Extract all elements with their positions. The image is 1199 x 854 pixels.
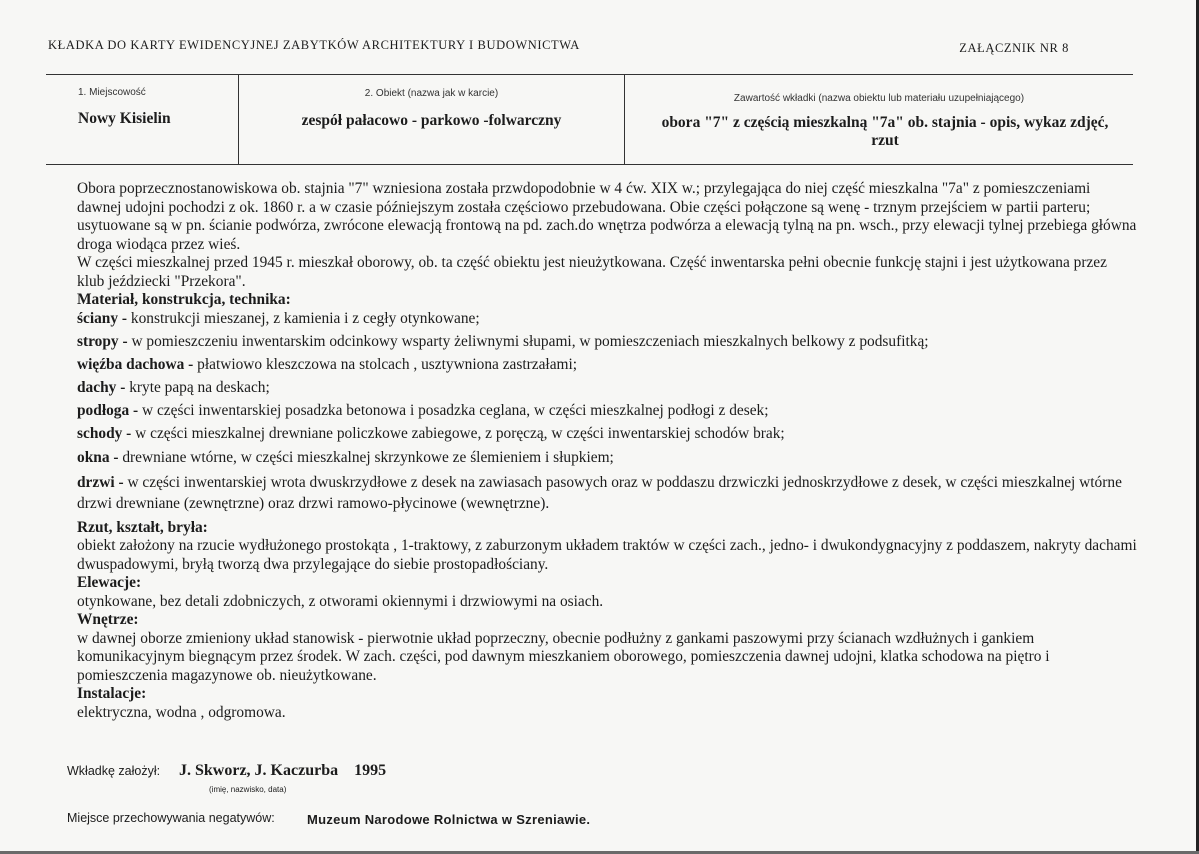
material-item-ceilings [77, 333, 1137, 352]
content-label: Zawartość wkładki (nazwa obiektu lub materiału uzupełniającego) [733, 93, 1025, 104]
content-value: obora "7" z częścią mieszkalną "7a" ob. stajnia - opis, wykaz zdjęć, rzut [661, 114, 1109, 149]
material-item-windows [77, 449, 1137, 468]
object-cell [239, 75, 625, 164]
storage-value: Muzeum Narodowe Rolnictwa w Szreniawie. [307, 812, 591, 827]
material-term: okna - [77, 448, 119, 466]
content-cell [625, 75, 1133, 164]
material-item-roofs [77, 379, 1137, 398]
plan-paragraph: obiekt założony na rzucie wydłużonego prostokąta , 1-traktowy, z zaburzonym układem traktów w części zach., jedno- i dwukondygnacyjny z poddaszem, nakryty dachami dwuspadowymi, bryłą tworzą dwa przylegające do siebie prostopadłościany. [77, 537, 1137, 573]
facade-paragraph: otynkowane, bez detali zdobniczych, z otworami okiennymi i drzwiowymi na osiach. [77, 592, 604, 610]
material-item-doors [77, 472, 1137, 514]
installations-heading: Instalacje: [77, 685, 147, 702]
material-term: dachy - [77, 379, 126, 397]
facade-heading: Elewacje: [77, 574, 142, 591]
locality-cell [46, 75, 239, 164]
interior-heading: Wnętrze: [77, 611, 139, 628]
material-text: w części mieszkalnej drewniane policzkowe zabiegowe, z poręczą, w części inwentarskiej schodów brak; [135, 425, 785, 443]
material-text: w pomieszczeniu inwentarskim odcinkowy wsparty żeliwnymi słupami, w pomieszczeniach mieszkalnych belkowy z podsufitką; [131, 332, 929, 350]
attachment-number: ZAŁĄCZNIK NR 8 [959, 41, 1069, 55]
material-term: schody - [77, 425, 132, 443]
material-text: drewniane wtórne, w części mieszkalnej skrzynkowe ze ślemieniem i słupkiem; [122, 448, 614, 466]
interior-paragraph: w dawnej oborze zmieniony układ stanowisk - pierwotnie układ poprzeczny, obecnie podłużny z gankami paszowymi przy ścianach wzdłużnych i gankiem komunikacyjnym biegnącym przez środek. W zach. części, pod dawnym mieszkaniem oborowego, pomieszczenia dawnej udojni, klatka schodowa na piętro i pomieszczenia magazynowe ob. nieużytkowane. [77, 629, 1050, 684]
author-label: Wkładkę założył: [67, 764, 161, 778]
material-heading: Materiał, konstrukcja, technika: [77, 291, 291, 308]
material-term: podłoga - [77, 402, 139, 420]
material-text: płatwiowo kleszczowa na stolcach , usztywniona zastrzałami; [197, 355, 578, 373]
locality-value: Nowy Kisielin [78, 110, 171, 127]
document-title: KŁADKA DO KARTY EWIDENCYJNEJ ZABYTKÓW ARCHITEKTURY I BUDOWNICTWA [48, 38, 580, 52]
locality-label: 1. Miejscowość [78, 87, 146, 98]
author-value: J. Skworz, J. Kaczurba 1995 [179, 762, 387, 779]
material-text: kryte papą na deskach; [129, 379, 270, 397]
material-term: więźba dachowa - [77, 355, 194, 373]
usage-paragraph: W części mieszkalnej przed 1945 r. mieszkał oborowy, ob. ta część obiektu jest nieużytkowana. Część inwentarska pełni obecnie funkcję stajni i jest użytkowana przez klub jeździecki "Przekora". [77, 254, 1107, 290]
material-term: stropy - [77, 332, 128, 350]
material-text: w części inwentarskiej posadzka betonowa i posadzka ceglana, w części mieszkalnej podłogi z desek; [142, 402, 769, 420]
object-label: 2. Obiekt (nazwa jak w karcie) [364, 88, 499, 99]
storage-label: Miejsce przechowywania negatywów: [67, 811, 275, 825]
material-item-floor [77, 402, 1137, 421]
author-note: (imię, nazwisko, data) [209, 785, 287, 794]
plan-heading: Rzut, kształt, bryła: [77, 518, 208, 536]
material-text: w części inwentarskiej wrota dwuskrzydłowe z desek na zawiasach pasowych oraz w poddaszu drzwiczki jednoskrzydłowe z desek, w części mieszkalnej wtórne drzwi drewniane (zewnętrzne) oraz drzwi ramowo-płycinowe (wewnętrzne). [77, 473, 1122, 512]
info-box [46, 74, 1133, 165]
material-item-stairs [77, 425, 1137, 444]
description-body [77, 180, 1137, 722]
material-term: ściany - [77, 309, 128, 327]
material-term: drzwi - [77, 473, 124, 491]
material-text: konstrukcji mieszanej, z kamienia i z cegły otynkowane; [130, 309, 480, 327]
installations-paragraph: elektryczna, wodna , odgromowa. [77, 703, 286, 721]
material-item-walls [77, 310, 1137, 329]
object-value: zespół pałacowo - parkowo -folwarczny [301, 112, 562, 129]
material-item-roof-truss [77, 356, 1137, 375]
intro-paragraph: Obora poprzecznostanowiskowa ob. stajnia "7" wzniesiona została przwdopodobnie w 4 ćw. XIX w.; przylegająca do niej część mieszkalna "7a" z pomieszczeniami dawnej udojni pochodzi z ok. 1860 r. a w czasie późniejszym została częściowo przebudowana. Obie części połączone są wenę - trznym przejściem w partii parteru; usytuowane są w pn. ścianie podwórza, zwrócone elewacją frontową na pd. zach.do wnętrza podwórza a elewacją tylną na pn. wsch., przy elewacji tylnej przebiega główna droga wiodąca przez wieś. [77, 180, 1137, 253]
